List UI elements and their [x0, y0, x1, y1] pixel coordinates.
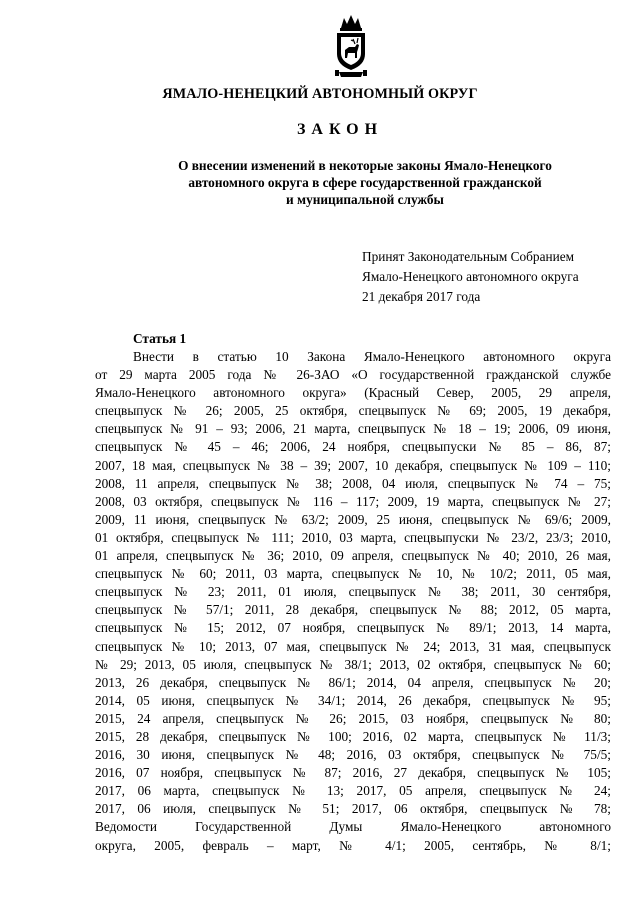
law-subject-line: автономного округа в сфере государственной гражданской: [188, 175, 542, 191]
article-text-line: Ведомости Государственной Думы Ямало-Ненецкого автономного: [95, 819, 611, 835]
article-text-line: 2014, 05 июня, спецвыпуск № 34/1; 2014, 26 декабря, спецвыпуск № 95;: [95, 692, 611, 708]
article-text-line: спецвыпуск № 26; 2005, 25 октября, спецвыпуск № 69; 2005, 19 декабря,: [95, 403, 611, 419]
article-text-line: спецвыпуск № 10; 2013, 07 мая, спецвыпуск № 24; 2013, 31 мая, спецвыпуск: [95, 638, 611, 654]
adoption-line: Принят Законодательным Собранием: [362, 249, 575, 264]
article-text-line: 2008, 03 октября, спецвыпуск № 116 – 117; 2009, 19 марта, спецвыпуск № 27;: [95, 493, 611, 509]
article-text-line: спецвыпуск № 15; 2012, 07 ноября, спецвыпуск № 89/1; 2013, 14 марта,: [95, 620, 611, 636]
article-text-line: 2013, 26 декабря, спецвыпуск № 86/1; 2014, 04 апреля, спецвыпуск № 20;: [95, 674, 611, 690]
article-text-line: 01 апреля, спецвыпуск № 36; 2010, 09 апреля, спецвыпуск № 40; 2010, 26 мая,: [95, 548, 611, 564]
article-body: [95, 348, 611, 855]
article-text-line: 2008, 11 апреля, спецвыпуск № 38; 2008, 04 июля, спецвыпуск № 74 – 75;: [95, 475, 611, 491]
article-text-line: спецвыпуск № 57/1; 2011, 28 декабря, спецвыпуск № 88; 2012, 05 марта,: [95, 602, 611, 618]
law-subject-line: и муниципальной службы: [286, 192, 444, 208]
article-text-line: Внести в статью 10 Закона Ямало-Ненецкого автономного округа: [133, 349, 611, 364]
document-type: ЗАКОН: [296, 121, 384, 138]
article-text-line: от 29 марта 2005 года № 26-ЗАО «О государственной гражданской службе: [95, 367, 611, 383]
region-title: ЯМАЛО-НЕНЕЦКИЙ АВТОНОМНЫЙ ОКРУГ: [162, 86, 478, 102]
article-text-line: 2016, 30 июня, спецвыпуск № 48; 2016, 03 октября, спецвыпуск № 75/5;: [95, 747, 611, 763]
article-text-line: 2009, 11 июня, спецвыпуск № 63/2; 2009, 25 июня, спецвыпуск № 69/6; 2009,: [95, 511, 611, 527]
article-text-line: № 29; 2013, 05 июля, спецвыпуск № 38/1; 2013, 02 октября, спецвыпуск № 60;: [95, 656, 611, 672]
article-text-line: 2015, 24 апреля, спецвыпуск № 26; 2015, 03 ноября, спецвыпуск № 80;: [95, 710, 611, 726]
article-text-line: Ямало-Ненецкого автономного округа» (Красный Север, 2005, 29 апреля,: [95, 385, 611, 401]
law-subject: [80, 157, 620, 209]
coat-of-arms-icon: [331, 14, 371, 80]
article-text-line: 01 октября, спецвыпуск № 111; 2010, 03 марта, спецвыпуски № 23/2, 23/3; 2010,: [95, 529, 611, 545]
adoption-line: Ямало-Ненецкого автономного округа: [362, 269, 579, 284]
article-text-line: спецвыпуск № 23; 2011, 01 июля, спецвыпуск № 38; 2011, 30 сентября,: [95, 584, 611, 600]
article-text-line: спецвыпуск № 60; 2011, 03 марта, спецвыпуск № 10, № 10/2; 2011, 05 мая,: [95, 566, 611, 582]
article-text-line: спецвыпуск № 91 – 93; 2006, 21 марта, спецвыпуск № 18 – 19; 2006, 09 июня,: [95, 421, 611, 437]
law-subject-line: О внесении изменений в некоторые законы Ямало-Ненецкого: [178, 158, 552, 173]
article-text-line: 2007, 18 мая, спецвыпуск № 38 – 39; 2007, 10 декабря, спецвыпуск № 109 – 110;: [95, 457, 611, 473]
article-text-line: 2017, 06 июля, спецвыпуск № 51; 2017, 06 октября, спецвыпуск № 78;: [95, 801, 611, 817]
article-text-line: 2016, 07 ноября, спецвыпуск № 87; 2016, 27 декабря, спецвыпуск № 105;: [95, 765, 611, 781]
article-text-line: округа, 2005, февраль – март, № 4/1; 2005, сентябрь, № 8/1;: [95, 837, 611, 853]
article-heading: Статья 1: [133, 331, 187, 346]
article-text-line: 2017, 06 марта, спецвыпуск № 13; 2017, 05 апреля, спецвыпуск № 24;: [95, 783, 611, 799]
article-text-line: 2015, 28 декабря, спецвыпуск № 100; 2016, 02 марта, спецвыпуск № 11/3;: [95, 728, 611, 744]
adoption-note: [362, 247, 579, 307]
article-text-line: спецвыпуск № 45 – 46; 2006, 24 ноября, спецвыпуски № 85 – 86, 87;: [95, 439, 611, 455]
adoption-date: 21 декабря 2017 года: [362, 289, 481, 304]
